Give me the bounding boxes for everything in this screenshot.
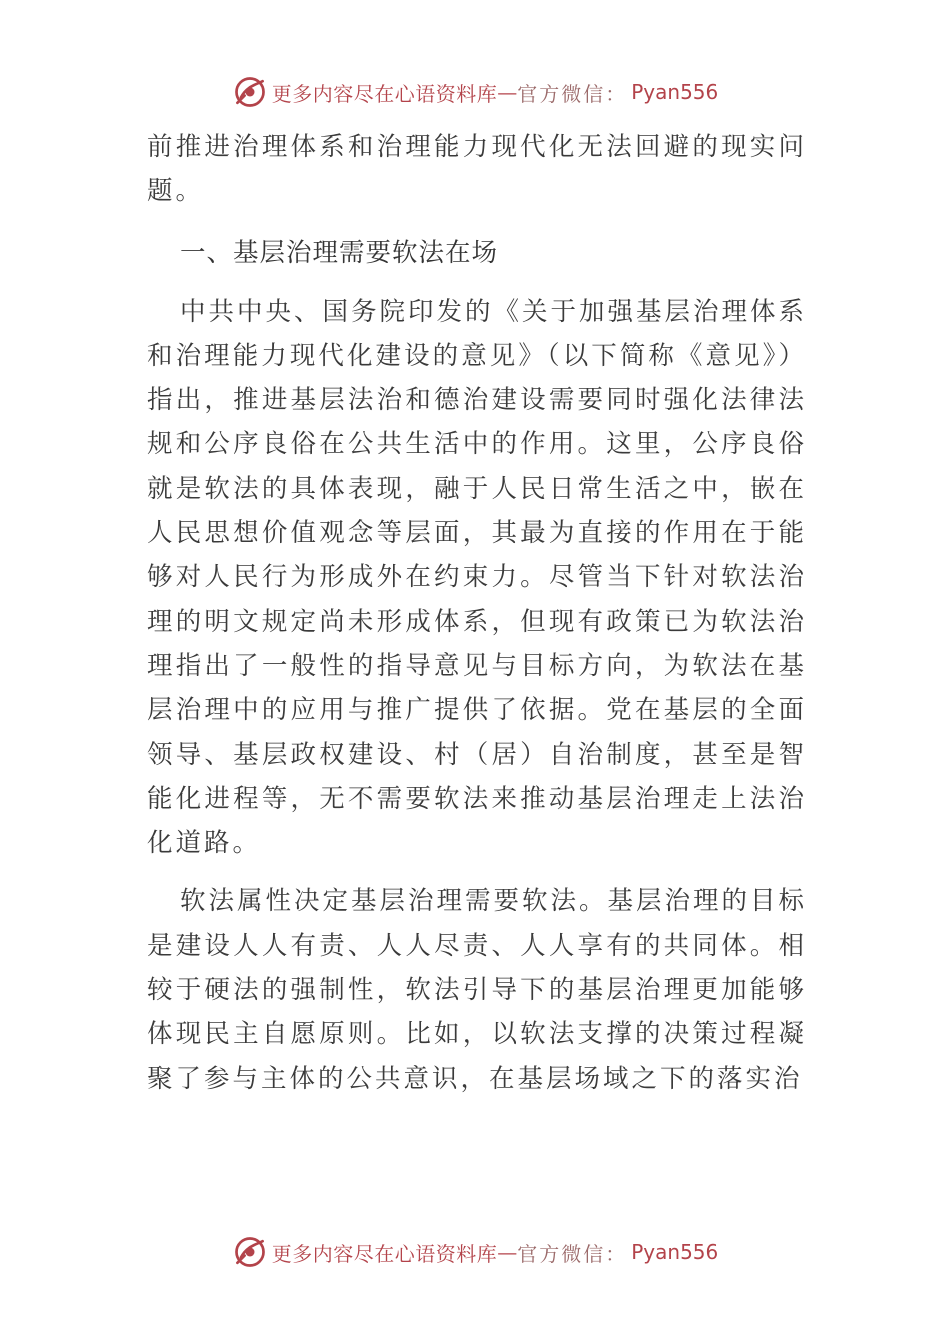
- header-banner: [0, 72, 950, 112]
- header-wechat-label: 官方微信：: [517, 81, 628, 106]
- footer-banner-separator: —: [497, 1240, 518, 1264]
- section-heading: 一、基层治理需要软法在场: [180, 237, 499, 268]
- header-banner-separator: —: [497, 80, 518, 104]
- brand-logo-icon: [232, 74, 268, 110]
- footer-banner: [0, 1232, 950, 1272]
- paragraph-2: 软法属性决定基层治理需要软法。基层治理的目标是建设人人有责、人人尽责、人人享有的共同体。相较于硬法的强制性，软法引导下的基层治理更加能够体现民主自愿原则。比如，以软法支撑的决策过程凝聚了参与主体的公共意识，在基层场域之下的落实治: [147, 886, 808, 1094]
- footer-wechat-label: 官方微信：: [517, 1241, 628, 1266]
- paragraph-1: 中共中央、国务院印发的《关于加强基层治理体系和治理能力现代化建设的意见》（以下简称《意见》）指出，推进基层法治和德治建设需要同时强化法律法规和公序良俗在公共生活中的作用。这里，公序良俗就是软法的具体表现，融于人民日常生活之中，嵌在人民思想价值观念等层面，其最为直接的作用在于能够对人民行为形成外在约束力。尽管当下针对软法治理的明文规定尚未形成体系，但现有政策已为软法治理指出了一般性的指导意见与目标方向，为软法在基层治理中的应用与推广提供了依据。党在基层的全面领导、基层政权建设、村（居）自治制度，甚至是智能化进程等，无不需要软法来推动基层治理走上法治化道路。: [147, 296, 808, 859]
- lead-paragraph: 前推进治理体系和治理能力现代化无法回避的现实问题。: [147, 132, 807, 207]
- footer-wechat-account: Pyan556: [631, 1240, 719, 1264]
- header-banner-text: 更多内容尽在心语资料库: [271, 81, 498, 106]
- document-body: [147, 125, 807, 1101]
- brand-logo-icon: [232, 1234, 268, 1270]
- header-wechat-account: Pyan556: [631, 80, 719, 104]
- footer-banner-text: 更多内容尽在心语资料库: [271, 1241, 498, 1266]
